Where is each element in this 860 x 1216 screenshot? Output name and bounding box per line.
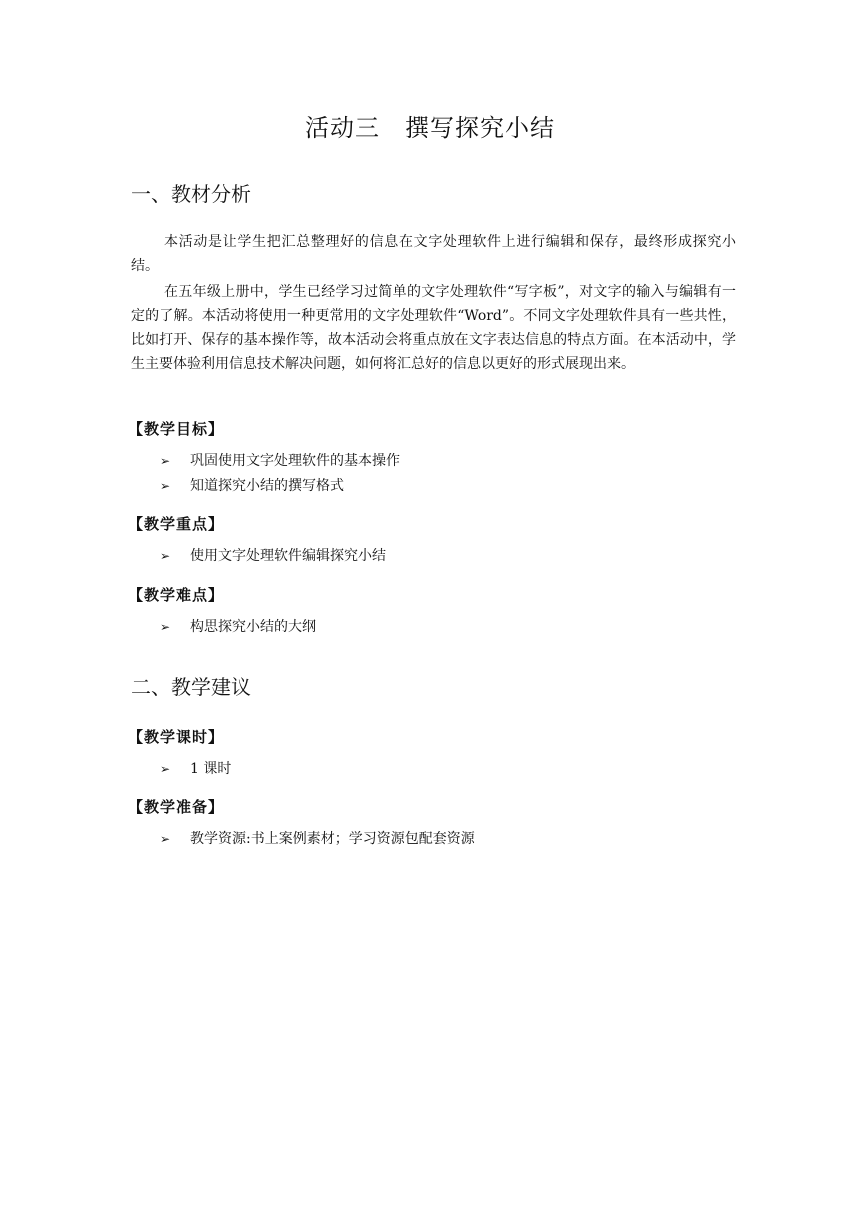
difficulty-heading: 【教学难点】	[128, 586, 225, 604]
list-item	[160, 546, 386, 566]
section-heading-analysis: 一、教材分析	[131, 182, 251, 206]
list-item	[160, 759, 231, 779]
arrow-bullet-icon: ➢	[160, 762, 171, 776]
paragraph-2: 在五年级上册中，学生已经学习过简单的文字处理软件“写字板”，对文字的输入与编辑有一定的了解。本活动将使用一种更常用的文字处理软件“Word”。不同文字处理软件具有一些共性，比如打开、保存的基本操作等，故本活动会将重点放在文字表达信息的特点方面。在本活动中，学生主要体验利用信息技术解决问题，如何将汇总好的信息以更好的形式展现出来。	[131, 284, 736, 372]
arrow-bullet-icon: ➢	[160, 832, 171, 846]
list-item	[160, 451, 400, 471]
goals-heading: 【教学目标】	[128, 420, 225, 438]
preparation-item-text: 教学资源:书上案例素材；学习资源包配套资源	[190, 831, 475, 847]
arrow-bullet-icon: ➢	[160, 549, 171, 563]
goal-item-text: 知道探究小结的撰写格式	[190, 478, 344, 494]
focus-heading: 【教学重点】	[128, 515, 225, 533]
list-item	[160, 476, 344, 496]
page-title: 活动三 撰写探究小结	[305, 114, 555, 142]
goal-item-text: 巩固使用文字处理软件的基本操作	[190, 453, 400, 469]
difficulty-item-text: 构思探究小结的大纲	[190, 619, 316, 635]
section-heading-suggestions: 二、教学建议	[131, 675, 251, 699]
list-item	[160, 829, 475, 849]
arrow-bullet-icon: ➢	[160, 620, 171, 634]
lesson-time-item-text: 1 课时	[190, 761, 232, 777]
preparation-heading: 【教学准备】	[128, 798, 225, 816]
focus-item-text: 使用文字处理软件编辑探究小结	[190, 548, 386, 564]
lesson-time-heading: 【教学课时】	[128, 728, 225, 746]
arrow-bullet-icon: ➢	[160, 479, 171, 493]
arrow-bullet-icon: ➢	[160, 454, 171, 468]
list-item	[160, 617, 316, 637]
paragraph-1: 本活动是让学生把汇总整理好的信息在文字处理软件上进行编辑和保存，最终形成探究小结。	[131, 234, 736, 274]
